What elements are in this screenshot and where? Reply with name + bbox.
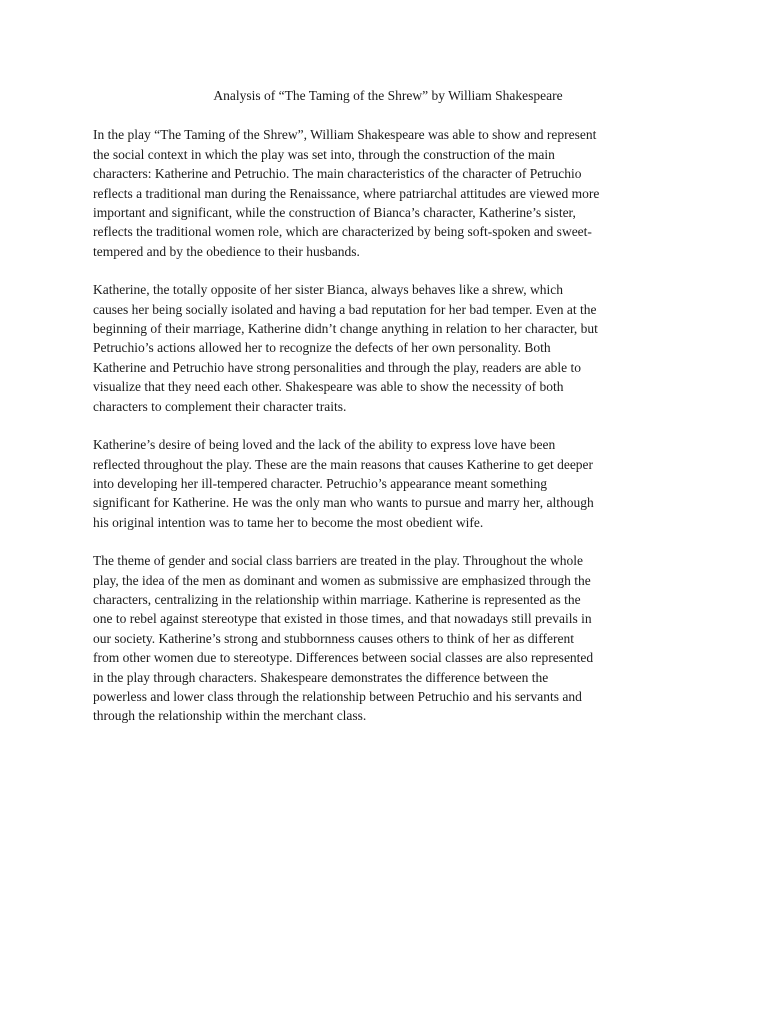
text-line: important and significant, while the construction of Bianca’s character, Katherine’s sister, [93,205,576,221]
text-line: play, the idea of the men as dominant and women as submissive are emphasized through the [93,572,591,588]
text-line: Katherine’s desire of being loved and the lack of the ability to express love have been [93,437,556,453]
text-line: from other women due to stereotype. Differences between social classes are also represented [93,650,594,666]
text-line: Katherine, the totally opposite of her sister Bianca, always behaves like a shrew, which [93,282,563,298]
text-line: Petruchio’s actions allowed her to recognize the defects of her own personality. Both [93,340,551,356]
paragraph-1 [93,125,683,261]
paragraph-3 [93,435,683,532]
text-line: In the play “The Taming of the Shrew”, William Shakespeare was able to show and represent [93,127,597,143]
text-line: reflects a traditional man during the Renaissance, where patriarchal attitudes are viewed more [93,185,600,201]
text-line: tempered and by the obedience to their husbands. [93,243,360,259]
paragraph-2 [93,280,683,416]
text-line: powerless and lower class through the relationship between Petruchio and his servants and [93,688,582,704]
text-line: characters to complement their character traits. [93,398,347,414]
text-line: our society. Katherine’s strong and stubbornness causes others to think of her as different [93,630,575,646]
text-line: in the play through characters. Shakespeare demonstrates the difference between the [93,669,549,685]
text-line: reflected throughout the play. These are the main reasons that causes Katherine to get deeper [93,456,594,472]
text-line: into developing her ill-tempered character. Petruchio’s appearance meant something [93,475,547,491]
text-line: his original intention was to tame her to become the most obedient wife. [93,514,484,530]
text-line: The theme of gender and social class barriers are treated in the play. Throughout the whole [93,553,583,569]
text-line: one to rebel against stereotype that existed in those times, and that nowadays still prevails in [93,611,592,627]
text-line: significant for Katherine. He was the only man who wants to pursue and marry her, although [93,495,594,511]
document-title: Analysis of “The Taming of the Shrew” by William Shakespeare [213,88,563,103]
document-body [93,86,683,745]
text-line: characters: Katherine and Petruchio. The main characteristics of the character of Petruchio [93,166,582,182]
text-line: Katherine and Petruchio have strong personalities and through the play, readers are able to [93,359,581,375]
text-line: causes her being socially isolated and having a bad reputation for her bad temper. Even at the [93,301,597,317]
text-line: the social context in which the play was set into, through the construction of the main [93,146,555,162]
text-line: characters, centralizing in the relationship within marriage. Katherine is represented as the [93,591,581,607]
text-line: beginning of their marriage, Katherine didn’t change anything in relation to her character, but [93,321,598,337]
paragraph-4 [93,551,683,726]
text-line: reflects the traditional women role, which are characterized by being soft-spoken and sweet- [93,224,592,240]
text-line: visualize that they need each other. Shakespeare was able to show the necessity of both [93,379,564,395]
text-line: through the relationship within the merchant class. [93,708,367,724]
